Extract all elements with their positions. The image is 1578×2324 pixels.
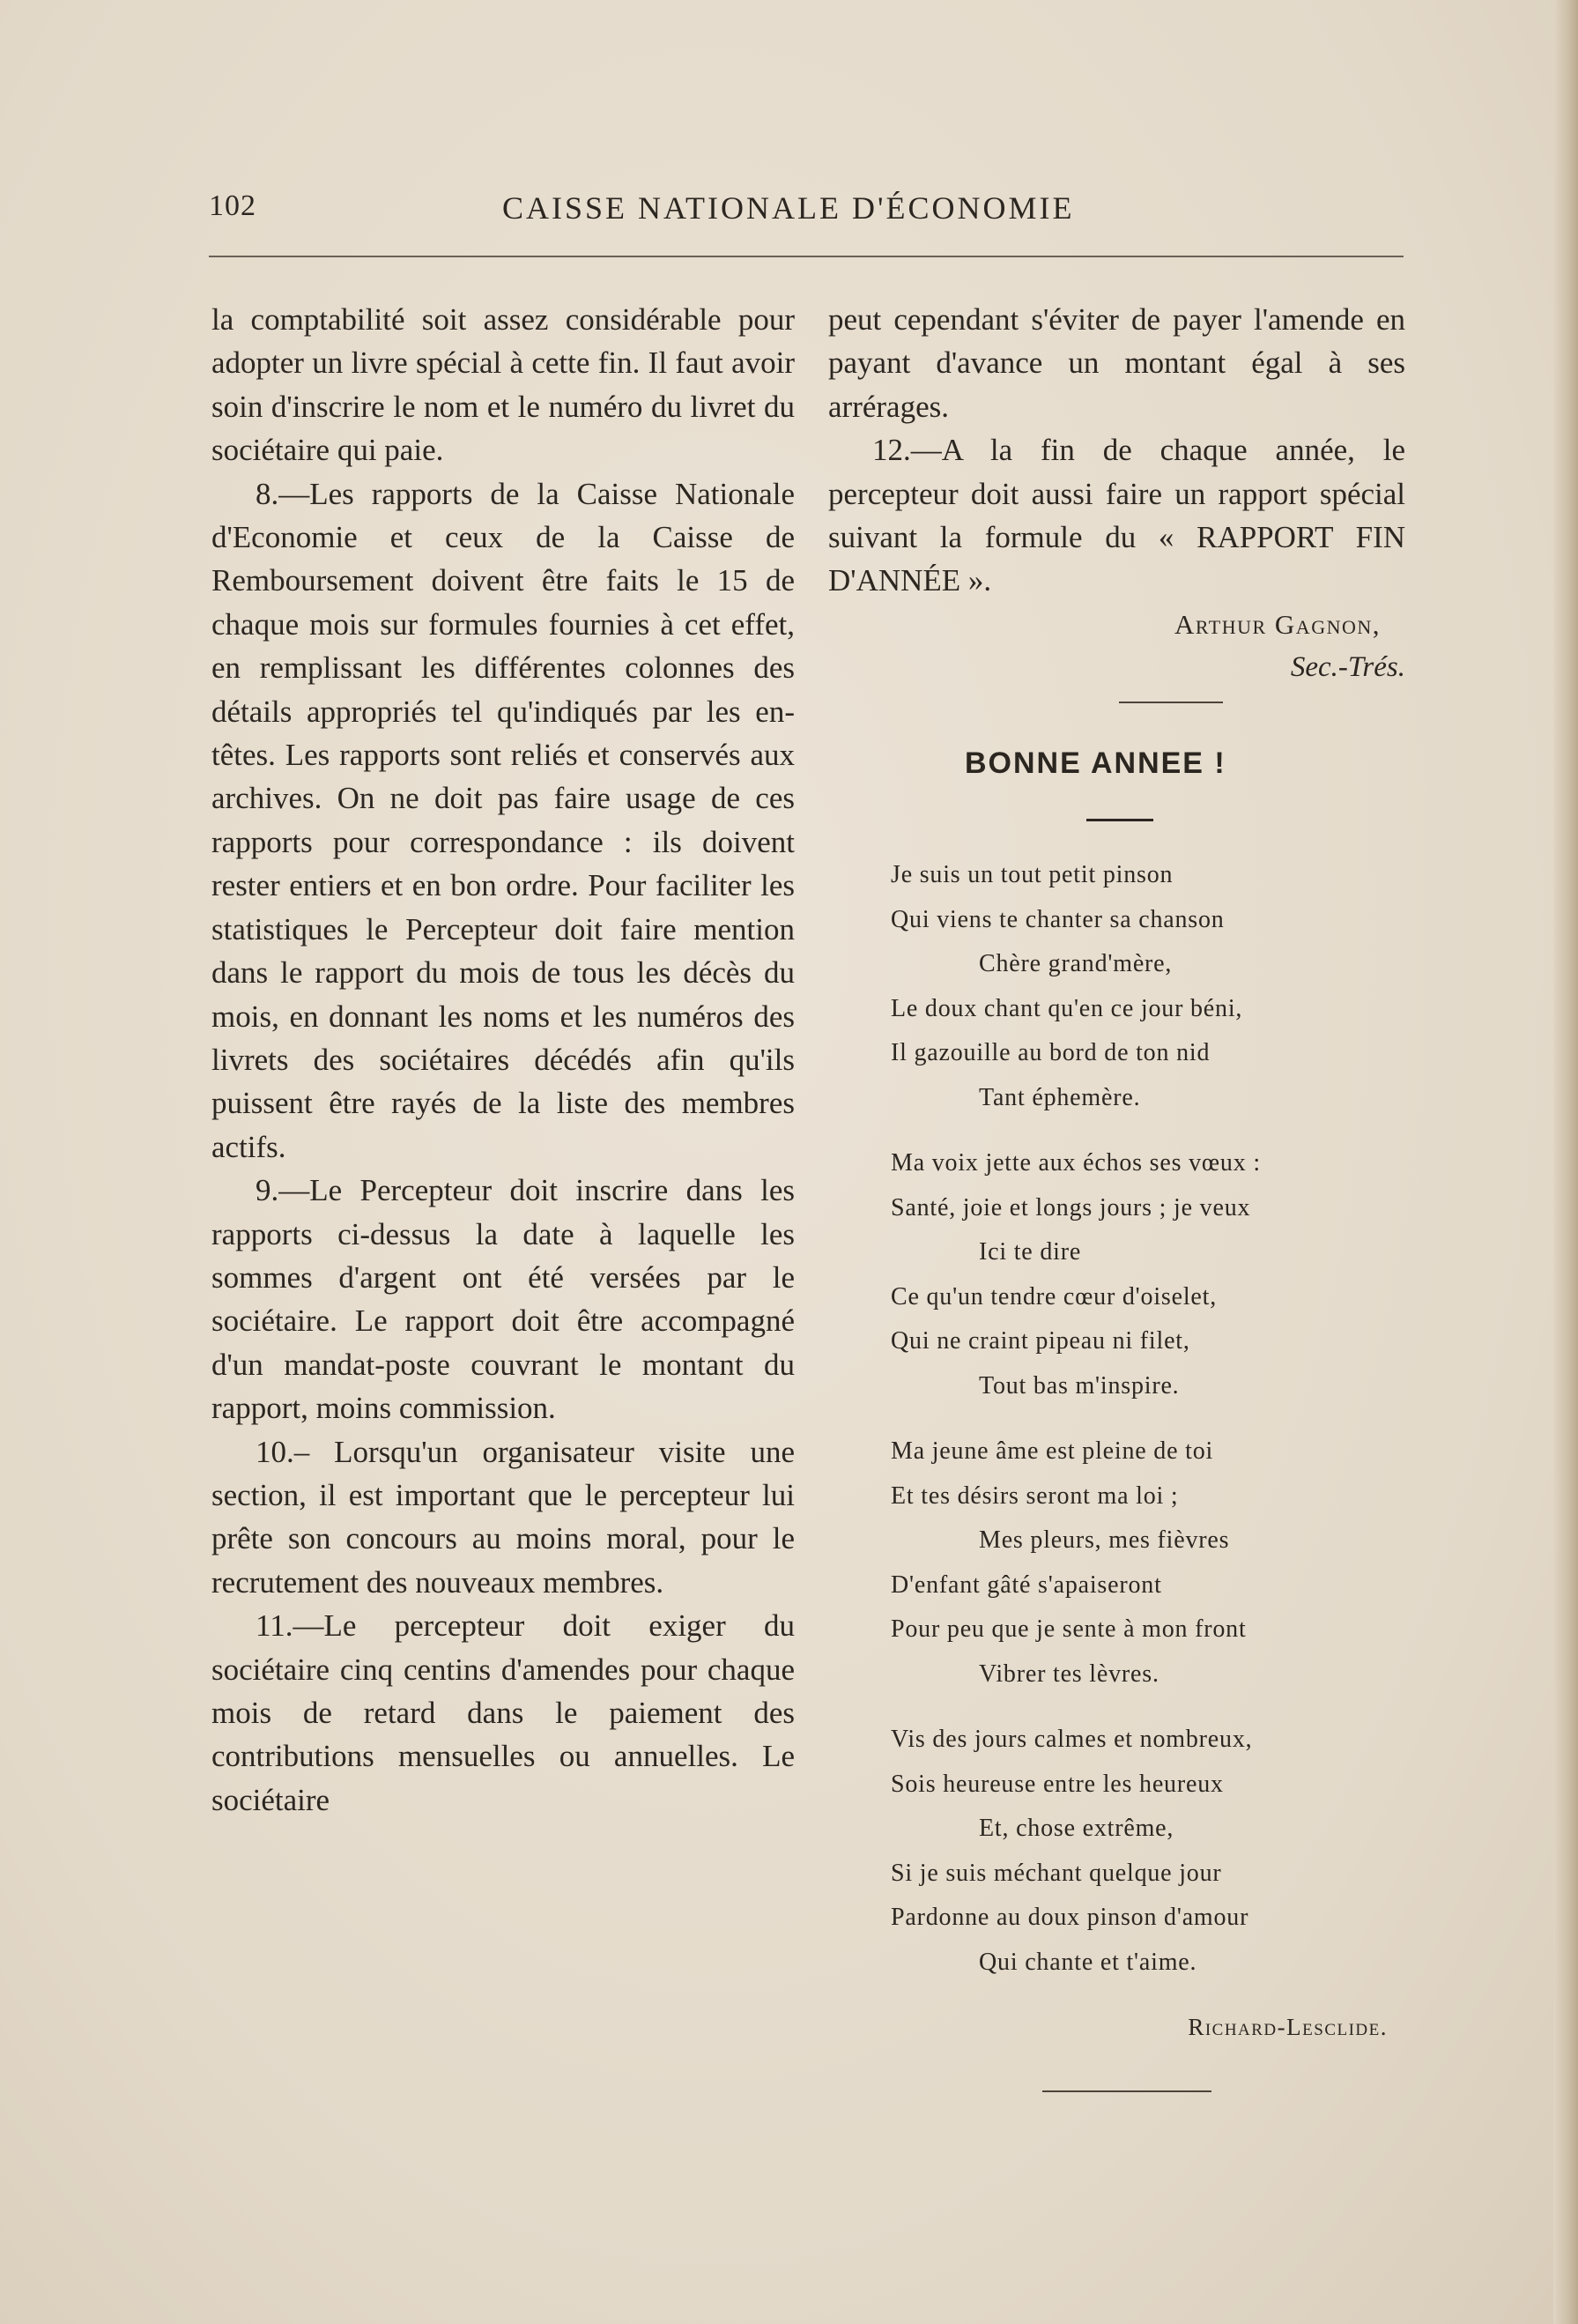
poem-line: Santé, joie et longs jours ; je veux	[891, 1193, 1251, 1221]
page-header	[209, 189, 1404, 242]
poem-line: Il gazouille au bord de ton nid	[891, 1039, 1211, 1067]
poem-body	[891, 853, 1405, 1985]
poem-line: D'enfant gâté s'apaiseront	[891, 1570, 1162, 1599]
poem-line: Ici te dire	[979, 1238, 1082, 1266]
signature-role: Sec.-Trés.	[1290, 650, 1405, 683]
poem-line: Mes pleurs, mes fièvres	[979, 1526, 1230, 1555]
left-paragraph: 8.—Les rapports de la Caisse Nationale d'Economie et ceux de la Caisse de Remboursement doivent être faits le 15 de chaque mois sur formules fournies à cet effet, en remplissant les différentes colonnes des détails appropriés tel qu'indiqués par les en-têtes. Les rapports sont reliés et conservés aux archives. On ne doit pas faire usage de ces rapports pour correspondance : ils doivent rester entiers et en bon ordre. Pour faciliter les statistiques le Percepteur doit faire mention dans le rapport du mois de tous les décès du mois, en donnant les noms et les numéros des livrets des sociétaires décédés afin qu'ils puissent être rayés de la liste des membres actifs.	[211, 476, 795, 1164]
right-paragraph: 12.—A la fin de chaque année, le percepteur doit aussi faire un rapport spécial suivant la formule du « RAPPORT FIN D'ANNÉE ».	[828, 433, 1405, 598]
poem-line: Vis des jours calmes et nombreux,	[891, 1726, 1253, 1754]
right-paragraph: peut cependant s'éviter de payer l'amende en payant d'avance un montant égal à ses arrérages.	[828, 302, 1405, 424]
poem-line: Qui ne craint pipeau ni filet,	[891, 1327, 1190, 1355]
poem-stanza	[891, 1141, 1405, 1408]
poem-stanza	[891, 1718, 1405, 1985]
header-rule	[209, 256, 1404, 257]
poem-line: Ma voix jette aux échos ses vœux :	[891, 1149, 1261, 1177]
poem-stanza	[891, 1429, 1405, 1697]
poem-line: Si je suis méchant quelque jour	[891, 1859, 1222, 1887]
poem-line: Pardonne au doux pinson d'amour	[891, 1904, 1249, 1932]
poem-line: Ma jeune âme est pleine de toi	[891, 1437, 1214, 1466]
left-paragraph: 11.—Le percepteur doit exiger du sociétaire cinq centins d'amendes pour chaque mois de retard dans le paiement des contributions mensuelles ou annuelles. Le sociétaire	[211, 1608, 795, 1817]
end-rule	[1042, 2090, 1211, 2092]
poem-title: BONNE ANNEE !	[965, 746, 1226, 780]
right-paragraphs	[828, 298, 1405, 603]
page-spine-shadow	[1553, 0, 1578, 2324]
poem-title-rule	[1086, 819, 1153, 821]
poem-line: Le doux chant qu'en ce jour béni,	[891, 994, 1243, 1022]
poem-stanza	[891, 853, 1405, 1120]
poem-line: Tant éphemère.	[979, 1083, 1141, 1111]
poem-line: Pour peu que je sente à mon front	[891, 1615, 1247, 1644]
poem-line: Sois heureuse entre les heureux	[891, 1770, 1224, 1798]
signature-name: Arthur Gagnon,	[1174, 608, 1381, 640]
poem-author: Richard-Lesclide.	[1188, 2014, 1388, 2041]
poem-line: Et, chose extrême,	[979, 1815, 1174, 1843]
poem-line: Chère grand'mère,	[979, 950, 1173, 978]
poem-line: Tout bas m'inspire.	[979, 1371, 1180, 1400]
left-column	[211, 298, 795, 1822]
poem-line: Vibrer tes lèvres.	[979, 1659, 1159, 1688]
left-paragraph: la comptabilité soit assez considérable pour adopter un livre spécial à cette fin. Il faut avoir soin d'inscrire le nom et le numéro du livret du sociétaire qui paie.	[211, 302, 795, 468]
poem-line: Ce qu'un tendre cœur d'oiselet,	[891, 1282, 1218, 1310]
page-number: 102	[209, 189, 256, 222]
right-column	[828, 298, 1405, 2092]
left-paragraph: 10.– Lorsqu'un organisateur visite une section, il est important que le percepteur lui prête son concours au moins moral, pour le recrutement des nouveaux membres.	[211, 1434, 795, 1600]
poem-line: Et tes désirs seront ma loi ;	[891, 1481, 1179, 1510]
poem-line: Qui chante et t'aime.	[979, 1948, 1197, 1976]
poem-line: Qui viens te chanter sa chanson	[891, 905, 1225, 933]
running-title: CAISSE NATIONALE D'ÉCONOMIE	[502, 190, 1075, 226]
section-divider	[1119, 702, 1223, 703]
poem-line: Je suis un tout petit pinson	[891, 861, 1174, 889]
left-paragraph: 9.—Le Percepteur doit inscrire dans les rapports ci-dessus la date à laquelle les sommes d'argent ont été versées par le sociétaire. Le rapport doit être accompagné d'un mandat-poste couvrant le montant du rapport, moins commission.	[211, 1173, 795, 1426]
